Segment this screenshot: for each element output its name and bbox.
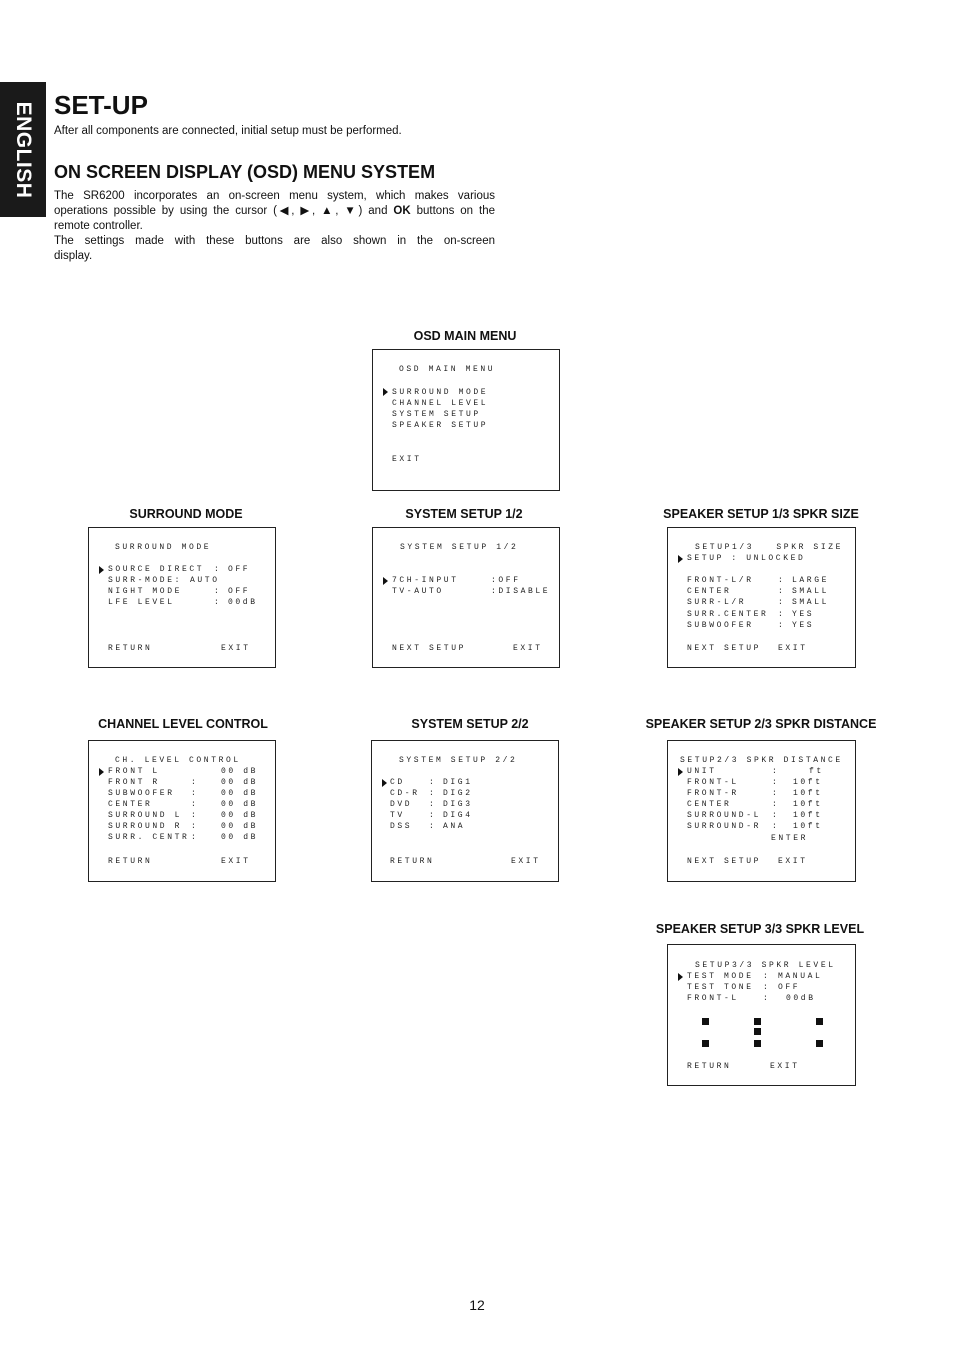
cursor-icon bbox=[382, 779, 387, 787]
distance-sep: : bbox=[772, 822, 780, 831]
source-value: DIG3 bbox=[443, 800, 473, 809]
level-label: TEST TONE bbox=[687, 983, 754, 992]
setting-value: :OFF bbox=[491, 576, 521, 585]
channel-sep: : bbox=[191, 822, 199, 831]
setting-label: 7CH-INPUT bbox=[392, 576, 459, 585]
caption-system-setup-1: SYSTEM SETUP 1/2 bbox=[405, 507, 523, 521]
surround-mode-screen bbox=[88, 527, 276, 668]
source-value: ANA bbox=[443, 822, 466, 831]
setting-label: TV-AUTO bbox=[392, 587, 444, 596]
osd-main-menu-screen bbox=[372, 349, 560, 491]
caption-osd-main: OSD MAIN MENU bbox=[413, 329, 517, 343]
desc-line-5: display. bbox=[54, 250, 93, 262]
source-label: CD bbox=[390, 778, 405, 787]
setting-value: :DISABLE bbox=[491, 587, 551, 596]
channel-sep: : bbox=[191, 800, 199, 809]
distance-sep: : bbox=[772, 767, 780, 776]
level-label: FRONT-L bbox=[687, 994, 739, 1003]
speaker-front-l-icon bbox=[702, 1018, 709, 1025]
return-option[interactable]: RETURN bbox=[108, 857, 153, 866]
channel-value: 00 dB bbox=[221, 800, 259, 809]
cursor-icon bbox=[383, 577, 388, 585]
page-number: 12 bbox=[469, 1297, 485, 1313]
speaker-setup-3-screen bbox=[667, 944, 856, 1086]
page-title: SET-UP bbox=[54, 90, 148, 120]
channel-sep: : bbox=[191, 833, 199, 842]
setting-value: AUTO bbox=[190, 576, 220, 585]
source-sep: : bbox=[429, 811, 437, 820]
language-tab bbox=[0, 82, 46, 217]
channel-label: FRONT R bbox=[108, 778, 160, 787]
enter-option[interactable]: ENTER bbox=[771, 834, 809, 843]
menu-item[interactable]: SYSTEM SETUP bbox=[392, 410, 481, 419]
channel-value: 00 dB bbox=[221, 811, 259, 820]
cursor-icon bbox=[678, 768, 683, 776]
cursor-icon bbox=[678, 555, 683, 563]
distance-label: SURROUND-R bbox=[687, 822, 762, 831]
desc-line-3: remote controller. bbox=[54, 220, 143, 232]
next-setup-option[interactable]: NEXT SETUP bbox=[687, 857, 762, 866]
channel-label: CENTER bbox=[108, 800, 153, 809]
source-sep: : bbox=[429, 778, 437, 787]
setting-sep: : bbox=[778, 610, 786, 619]
setting-label: SURR-MODE: bbox=[108, 576, 183, 585]
distance-value: 10ft bbox=[793, 811, 823, 820]
distance-label: FRONT-L bbox=[687, 778, 739, 787]
speaker-surround-r-icon bbox=[816, 1040, 823, 1047]
screen-title: CH. LEVEL CONTROL bbox=[115, 756, 241, 765]
setting-label: SOURCE DIRECT bbox=[108, 565, 205, 574]
screen-title: SURROUND MODE bbox=[115, 543, 212, 552]
menu-item[interactable]: SURROUND MODE bbox=[392, 388, 489, 397]
channel-sep: : bbox=[191, 789, 199, 798]
speaker-center-icon bbox=[754, 1018, 761, 1025]
distance-label: CENTER bbox=[687, 800, 732, 809]
speaker-surround-l-icon bbox=[702, 1040, 709, 1047]
distance-value: 10ft bbox=[793, 789, 823, 798]
desc-text: buttons on the bbox=[410, 205, 495, 217]
distance-label: SURROUND-L bbox=[687, 811, 762, 820]
setting-value: 00dB bbox=[228, 598, 258, 607]
distance-sep: : bbox=[772, 811, 780, 820]
desc-text: ) and bbox=[358, 205, 394, 217]
system-setup-1-screen bbox=[372, 527, 560, 668]
exit-option[interactable]: EXIT bbox=[221, 644, 251, 653]
next-setup-option[interactable]: NEXT SETUP bbox=[392, 644, 467, 653]
level-label: TEST MODE bbox=[687, 972, 754, 981]
setting-sep: : bbox=[214, 565, 222, 574]
exit-option[interactable]: EXIT bbox=[511, 857, 541, 866]
channel-label: SURR. CENTR bbox=[108, 833, 190, 842]
screen-title: SETUP3/3 SPKR LEVEL bbox=[695, 961, 836, 970]
setting-value: YES bbox=[792, 621, 815, 630]
setting-value: SMALL bbox=[792, 587, 830, 596]
level-sep: : bbox=[763, 972, 771, 981]
desc-text: operations possible by using the cursor ( bbox=[54, 205, 277, 217]
setting-sep: : bbox=[778, 598, 786, 607]
level-value: MANUAL bbox=[778, 972, 823, 981]
next-setup-option[interactable]: NEXT SETUP bbox=[687, 644, 762, 653]
desc-line-2 bbox=[54, 204, 495, 219]
source-label: TV bbox=[390, 811, 405, 820]
distance-value: 10ft bbox=[793, 778, 823, 787]
source-label: DSS bbox=[390, 822, 413, 831]
cursor-icon bbox=[678, 973, 683, 981]
channel-level-screen bbox=[88, 740, 276, 882]
setting-value: OFF bbox=[228, 565, 251, 574]
distance-label: UNIT bbox=[687, 767, 717, 776]
setting-sep: : bbox=[778, 621, 786, 630]
cursor-icon bbox=[99, 566, 104, 574]
description bbox=[54, 189, 495, 264]
source-sep: : bbox=[429, 789, 437, 798]
channel-value: 00 dB bbox=[221, 767, 259, 776]
screen-title: SYSTEM SETUP 2/2 bbox=[399, 756, 518, 765]
system-setup-2-screen bbox=[371, 740, 559, 882]
return-option[interactable]: RETURN bbox=[687, 1062, 732, 1071]
setting-value: OFF bbox=[228, 587, 251, 596]
setting-label: NIGHT MODE bbox=[108, 587, 183, 596]
screen-title: OSD MAIN MENU bbox=[399, 365, 496, 374]
distance-value: 10ft bbox=[793, 822, 823, 831]
cursor-icon bbox=[99, 768, 104, 776]
source-label: CD-R bbox=[390, 789, 420, 798]
speaker-surround-center-icon bbox=[754, 1040, 761, 1047]
screen-title: SETUP2/3 SPKR DISTANCE bbox=[680, 756, 843, 765]
menu-item[interactable]: CHANNEL LEVEL bbox=[392, 399, 489, 408]
setting-sep: : bbox=[214, 587, 222, 596]
level-value: 00dB bbox=[786, 994, 816, 1003]
setting-label: LFE LEVEL bbox=[108, 598, 175, 607]
setup-status: SETUP : UNLOCKED bbox=[687, 554, 806, 563]
screen-title: SYSTEM SETUP 1/2 bbox=[400, 543, 519, 552]
cursor-arrows-icon: ◀, ▶, ▲, ▼ bbox=[276, 205, 359, 217]
setting-label: FRONT-L/R bbox=[687, 576, 754, 585]
section-title: ON SCREEN DISPLAY (OSD) MENU SYSTEM bbox=[54, 162, 436, 182]
return-option[interactable]: RETURN bbox=[108, 644, 153, 653]
exit-option[interactable]: EXIT bbox=[770, 1062, 800, 1071]
source-value: DIG2 bbox=[443, 789, 473, 798]
exit-option[interactable]: EXIT bbox=[392, 455, 422, 464]
return-option[interactable]: RETURN bbox=[390, 857, 435, 866]
distance-sep: : bbox=[772, 778, 780, 787]
intro-text: After all components are connected, initial setup must be performed. bbox=[54, 125, 402, 137]
caption-speaker-setup-3: SPEAKER SETUP 3/3 SPKR LEVEL bbox=[655, 922, 865, 936]
distance-sep: : bbox=[772, 800, 780, 809]
screen-title: SETUP1/3 SPKR SIZE bbox=[695, 543, 844, 552]
distance-value: ft bbox=[809, 767, 824, 776]
channel-value: 00 dB bbox=[221, 789, 259, 798]
exit-option[interactable]: EXIT bbox=[221, 857, 251, 866]
setting-value: SMALL bbox=[792, 598, 830, 607]
source-sep: : bbox=[429, 800, 437, 809]
distance-sep: : bbox=[772, 789, 780, 798]
level-value: OFF bbox=[778, 983, 801, 992]
distance-value: 10ft bbox=[793, 800, 823, 809]
speaker-setup-2-screen bbox=[667, 740, 856, 882]
channel-value: 00 dB bbox=[221, 778, 259, 787]
setting-label: SURR-L/R bbox=[687, 598, 747, 607]
channel-sep: : bbox=[191, 811, 199, 820]
source-label: DVD bbox=[390, 800, 413, 809]
level-sep: : bbox=[763, 983, 771, 992]
caption-speaker-setup-2: SPEAKER SETUP 2/3 SPKR DISTANCE bbox=[645, 717, 877, 731]
exit-option[interactable]: EXIT bbox=[513, 644, 543, 653]
caption-channel-level: CHANNEL LEVEL CONTROL bbox=[98, 717, 268, 731]
speaker-subwoofer-icon bbox=[754, 1028, 761, 1035]
menu-item[interactable]: SPEAKER SETUP bbox=[392, 421, 489, 430]
source-value: DIG1 bbox=[443, 778, 473, 787]
caption-system-setup-2: SYSTEM SETUP 2/2 bbox=[411, 717, 529, 731]
caption-speaker-setup-1: SPEAKER SETUP 1/3 SPKR SIZE bbox=[663, 507, 859, 521]
setting-sep: : bbox=[778, 576, 786, 585]
setting-label: SUBWOOFER bbox=[687, 621, 754, 630]
channel-value: 00 dB bbox=[221, 822, 259, 831]
channel-value: 00 dB bbox=[221, 833, 259, 842]
ok-label: OK bbox=[393, 205, 411, 217]
setting-value: YES bbox=[792, 610, 815, 619]
channel-label: SURROUND L bbox=[108, 811, 183, 820]
desc-line-4: The settings made with these buttons are also shown in the on-screen bbox=[54, 235, 495, 247]
exit-option[interactable]: EXIT bbox=[778, 857, 808, 866]
distance-label: FRONT-R bbox=[687, 789, 739, 798]
channel-label: SUBWOOFER bbox=[108, 789, 175, 798]
speaker-front-r-icon bbox=[816, 1018, 823, 1025]
setting-sep: : bbox=[778, 587, 786, 596]
cursor-icon bbox=[383, 388, 388, 396]
channel-sep: : bbox=[191, 778, 199, 787]
level-sep: : bbox=[763, 994, 771, 1003]
desc-line-1: The SR6200 incorporates an on-screen menu system, which makes various bbox=[54, 190, 495, 202]
source-value: DIG4 bbox=[443, 811, 473, 820]
setting-label: SURR.CENTER bbox=[687, 610, 769, 619]
setting-sep: : bbox=[214, 598, 222, 607]
exit-option[interactable]: EXIT bbox=[778, 644, 808, 653]
source-sep: : bbox=[429, 822, 437, 831]
channel-label: FRONT L bbox=[108, 767, 160, 776]
setting-label: CENTER bbox=[687, 587, 732, 596]
speaker-setup-1-screen bbox=[667, 527, 856, 668]
language-tab-label: ENGLISH bbox=[12, 101, 35, 198]
setting-value: LARGE bbox=[792, 576, 830, 585]
caption-surround: SURROUND MODE bbox=[129, 507, 243, 521]
channel-label: SURROUND R bbox=[108, 822, 183, 831]
